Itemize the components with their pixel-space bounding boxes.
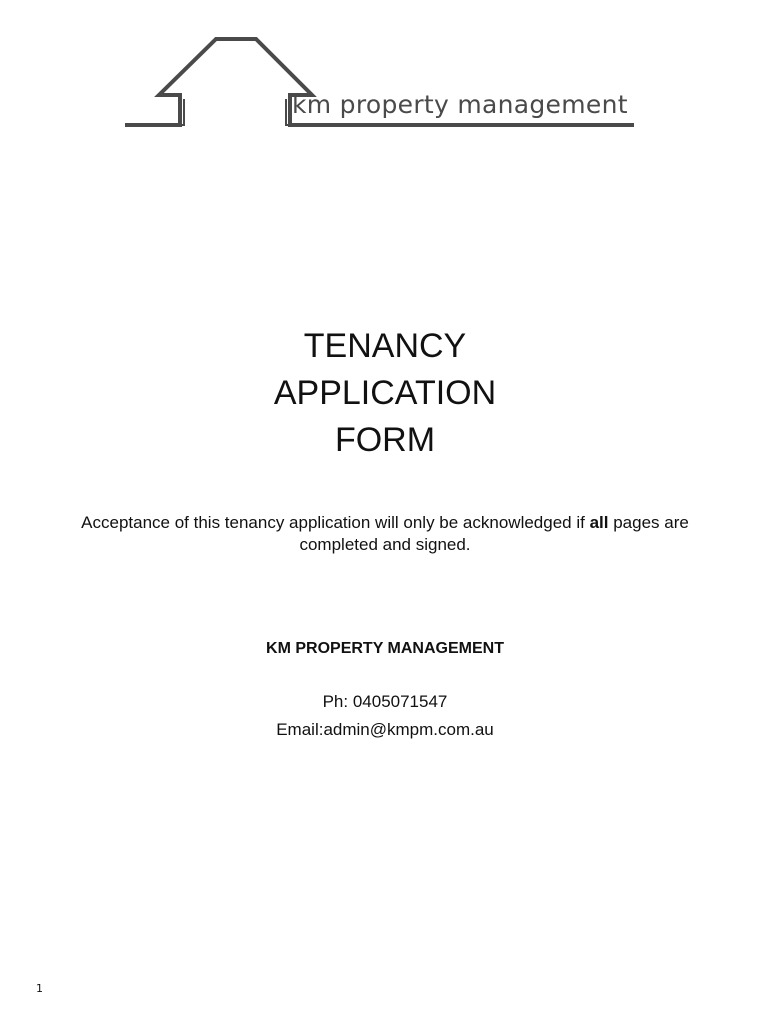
notice-text-after: pages are completed and signed. [299, 513, 689, 554]
acceptance-notice [40, 512, 730, 556]
company-phone: Ph: 0405071547 [322, 692, 448, 711]
title-line-1: TENANCY [303, 327, 467, 365]
title-line-3: FORM [334, 421, 436, 459]
company-logo [118, 30, 648, 134]
title-line-2: APPLICATION [273, 374, 497, 412]
page-number: 1 [36, 982, 43, 995]
notice-text-before: Acceptance of this tenancy application will only be acknowledged if [81, 513, 590, 532]
document-title [0, 323, 770, 464]
logo-wordmark: km property management [292, 90, 628, 119]
company-email: Email:admin@kmpm.com.au [276, 720, 494, 739]
notice-emphasis: all [589, 513, 609, 532]
company-name: KM PROPERTY MANAGEMENT [266, 640, 504, 657]
